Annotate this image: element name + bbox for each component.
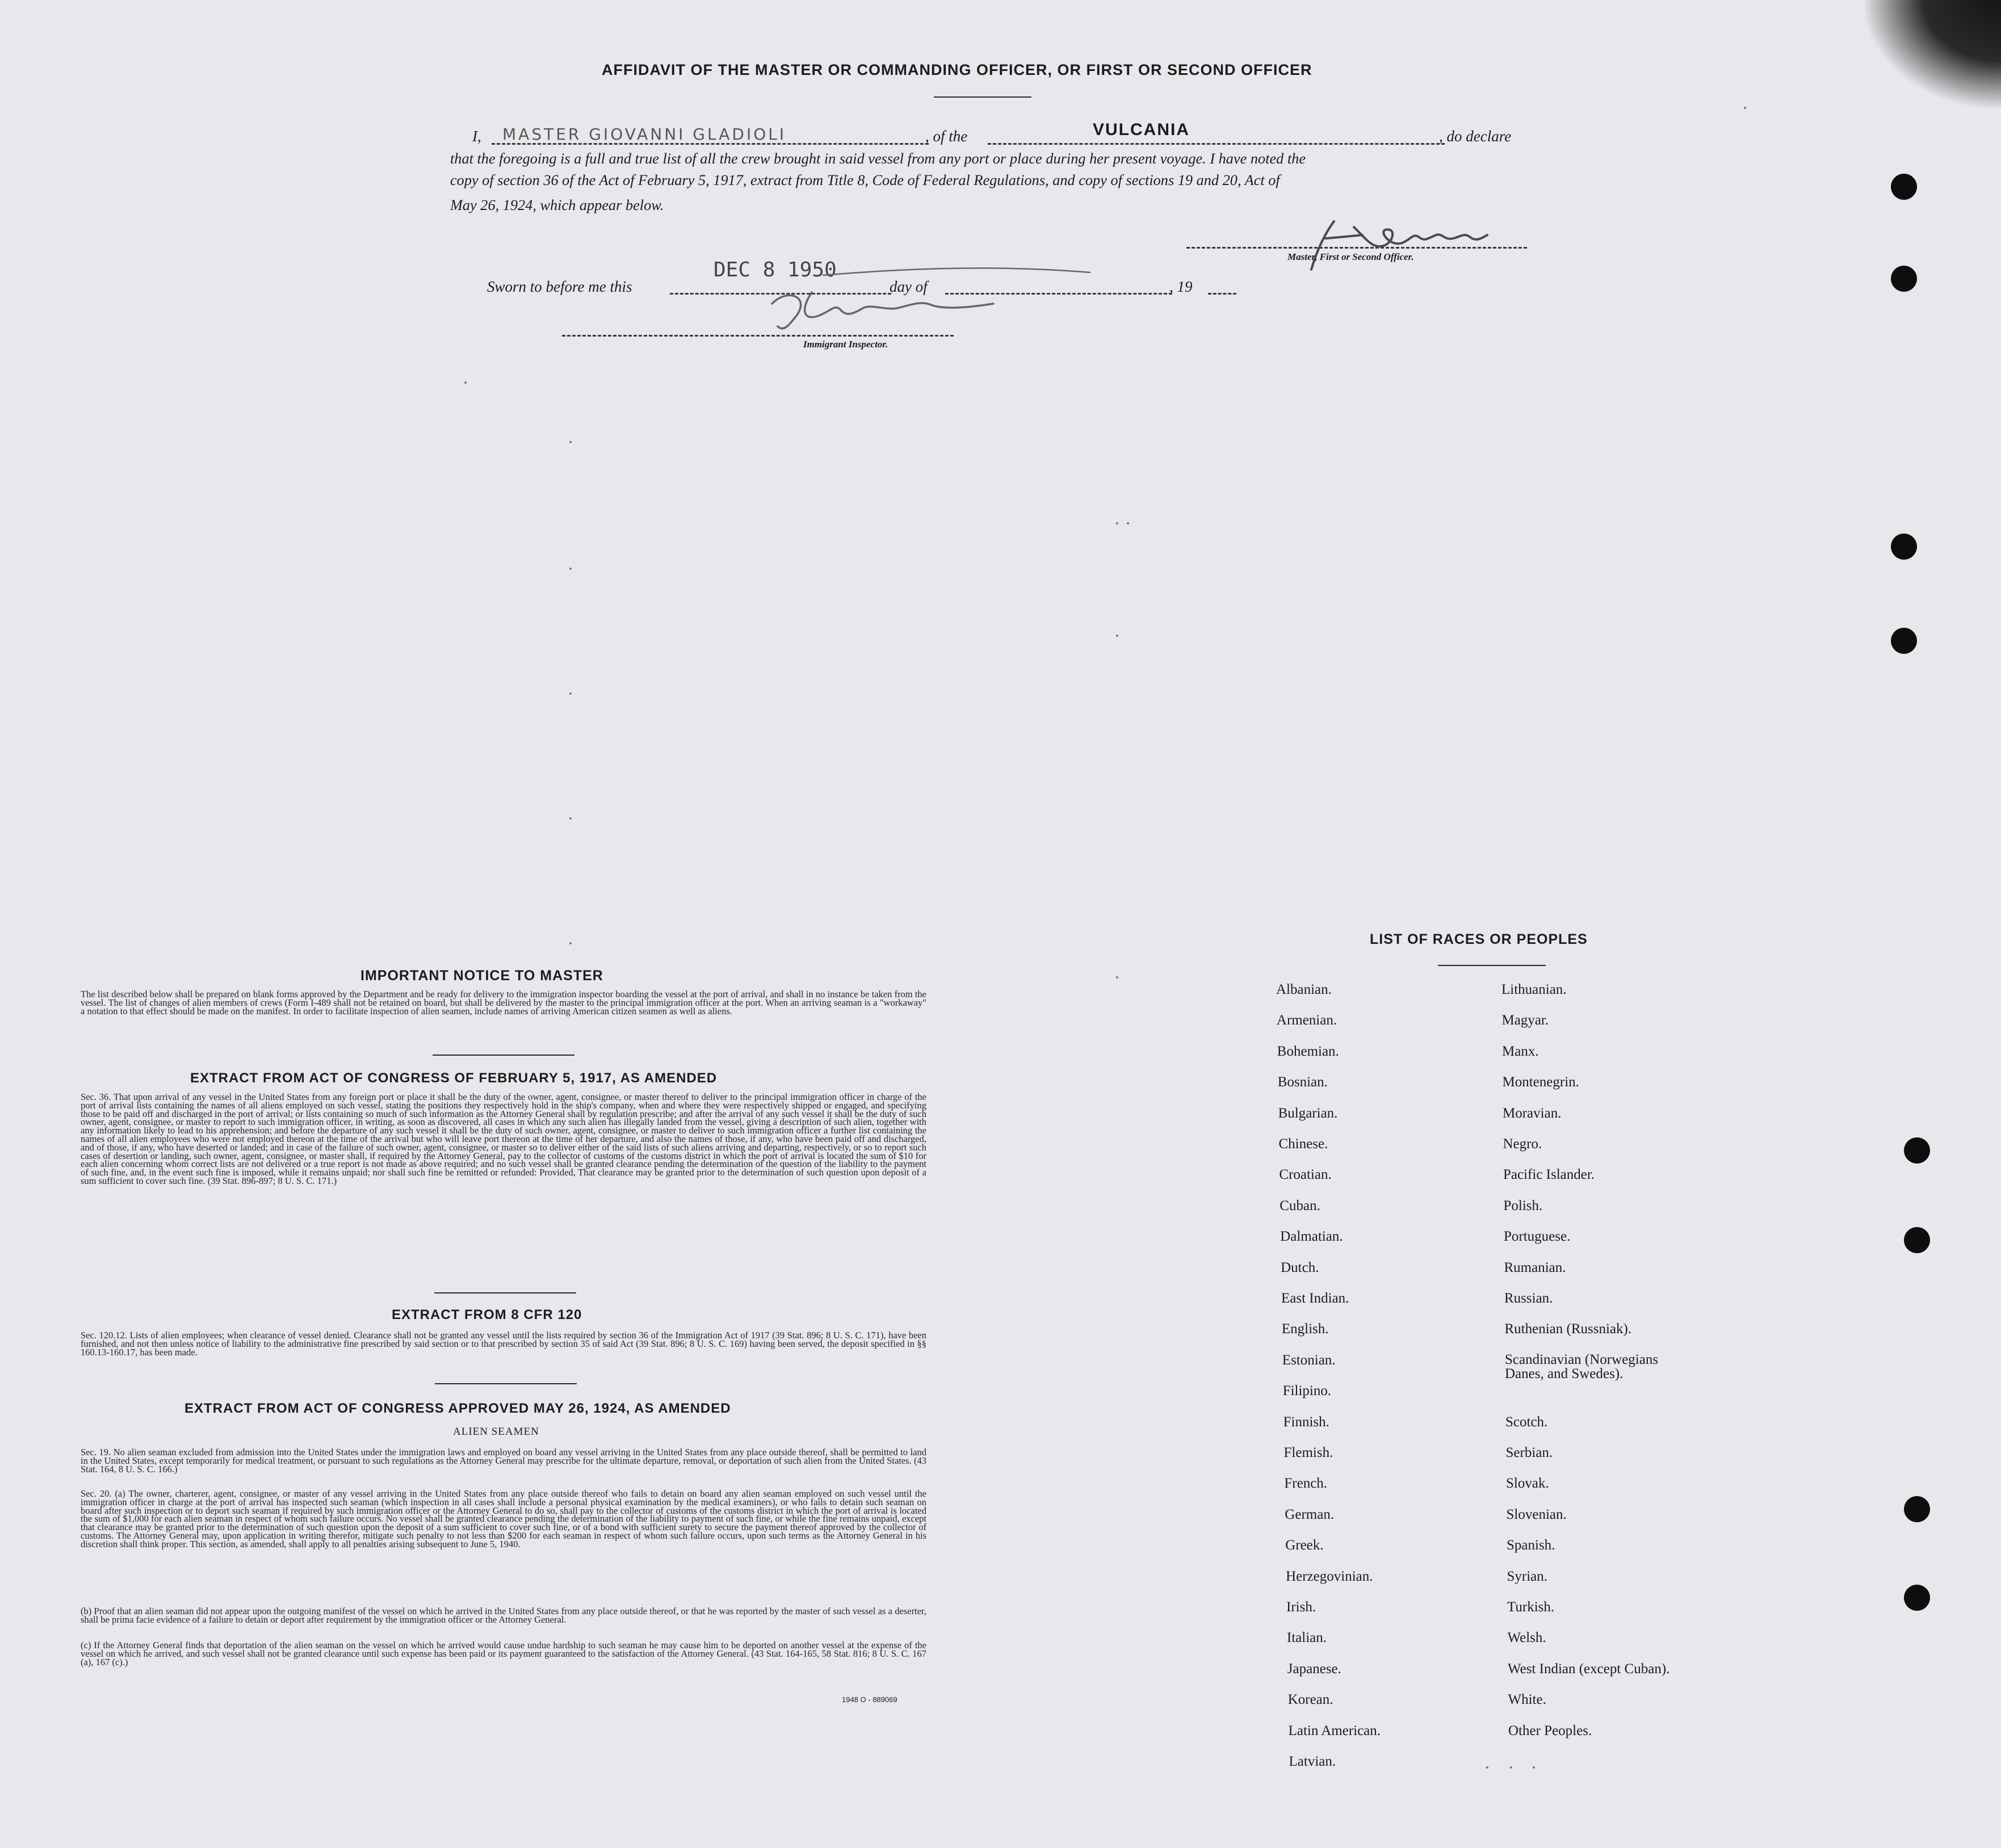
race-item: Latvian. [1289,1754,1336,1769]
affidavit-line-2: that the foregoing is a full and true list of all the crew brought in said vessel from any port or place during her present voyage. I have noted the [450,150,1306,167]
inspector-signature-line [562,335,954,337]
race-item: Greek. [1285,1538,1324,1553]
race-item: Spanish. [1507,1538,1555,1553]
vessel-name: VULCANIA [1093,120,1190,139]
stray-mark [1486,1766,1488,1769]
race-item: Filipino. [1282,1383,1332,1399]
master-signature [1300,216,1527,281]
stray-mark [569,817,572,820]
race-item: Serbian. [1505,1445,1553,1460]
extract-1924-sec19: Sec. 19. No alien seaman excluded from admission into the United States under the immigration laws and employed on board any vessel arriving in the United States from any place outside thereof, shall be permitted to land in the United States, except temporarily for medical treatment, or pursuant to such regulations as the Attorney General may prescribe for the ultimate departure, removal, or deportation of such alien from the United States. (43 Stat. 164, 8 U. S. C. 166.) [81,1447,926,1475]
race-item: Italian. [1286,1630,1327,1646]
race-item: Turkish. [1507,1599,1555,1615]
master-name: MASTER GIOVANNI GLADIOLI [502,125,787,144]
master-signature-caption: Master, First or Second Officer. [1287,251,1414,262]
race-item: Chinese. [1278,1136,1328,1152]
race-item: Montenegrin. [1502,1074,1579,1090]
binder-hole [1891,534,1917,560]
stray-mark [1116,635,1118,637]
race-item: Dutch. [1281,1259,1319,1275]
stray-mark [1127,522,1129,524]
race-item: Pacific Islander. [1503,1167,1595,1183]
race-item: Portuguese. [1504,1229,1571,1245]
race-item: Scandinavian (Norwegians Danes, and Swedes). [1505,1351,1659,1381]
torn-corner [1865,0,2001,108]
race-item: Croatian. [1279,1167,1332,1183]
stray-mark [1533,1766,1535,1769]
vessel-line [988,143,1445,145]
race-item: Other Peoples. [1508,1723,1592,1738]
race-item: Slovenian. [1506,1506,1567,1522]
stray-mark [569,942,572,944]
year-line [1208,293,1236,295]
race-item: Welsh. [1507,1630,1546,1646]
race-item: German. [1285,1506,1335,1522]
divider [934,96,1031,98]
race-item: West Indian (except Cuban). [1508,1661,1670,1677]
extract-cfr-body: Sec. 120.12. Lists of alien employees; when clearance of vessel denied. Clearance shall not be granted any vessel until the lists required by section 36 of the Immigration Act of 1917 (39 Stat. 896; 8 U. S. C. 171), have been furnished, and not then unless notice of liability to the administrative fine prescribed by said section or to that prescribed by section 35 of said Act (39 Stat. 896; 8 U. S. C. 169) having been served, the deposit specified in §§ 160.13-160.17, has been made. [81,1330,926,1358]
binder-hole [1891,174,1917,200]
race-item: Lithuanian. [1501,982,1567,997]
race-item: Russian. [1504,1291,1553,1306]
race-item: Manx. [1502,1043,1539,1059]
race-item: Estonian. [1282,1352,1336,1368]
affidavit-line-3: copy of section 36 of the Act of February 5, 1917, extract from Title 8, Code of Federal Regulations, and copy of sections 19 and 20, Act of [450,172,1280,188]
affidavit-title: AFFIDAVIT OF THE MASTER OR COMMANDING OFFICER, OR FIRST OR SECOND OFFICER [602,61,1312,78]
extract-1924-sec20a: Sec. 20. (a) The owner, charterer, agent, consignee, or master of any vessel arriving in the United States from any place outside thereof who fails to detain on board any alien seaman employed on such vessel until the immigration officer in charge at the port of arrival has inspected such seaman (which inspection in all cases shall include a personal physical examination by the medical examiners), or who fails to detain such seaman on board after such inspection or to deport such seaman if required by such immigration officer or the Attorney General to do so, shall pay to the collector of customs of the customs district in which the port of arrival is located the sum of $1,000 for each alien seaman in respect of whom such failure occurs. No vessel shall be granted clearance pending the determination of the liability to payment of such fine, or while the fine remains unpaid, except that clearance may be granted prior to the determination of such question upon the deposit of a sum sufficient to cover such fine, or of a bond with sufficient surety to secure the payment thereof approved by the collector of customs. The Attorney General may, upon application in writing therefor, mitigate such penalty to not less than $200 for each seaman in respect of whom such failure occurs, upon such terms as the Attorney General in his discretion shall think proper. This section, as amended, shall apply to all penalties arising subsequent to June 5, 1940. [81,1488,926,1549]
race-item: Slovak. [1506,1476,1549,1492]
binder-hole [1891,266,1917,292]
race-item: French. [1284,1476,1328,1492]
race-item: Bohemian. [1277,1043,1339,1059]
race-item: English. [1281,1321,1329,1337]
inspector-signature [749,264,1090,346]
divider [434,1292,576,1293]
race-item: Syrian. [1507,1568,1548,1584]
race-item: Cuban. [1280,1198,1320,1213]
inspector-caption: Immigrant Inspector. [803,339,888,350]
race-item: Albanian. [1276,982,1332,997]
day-of-label: day of [890,278,928,295]
race-item: Herzegovinian. [1286,1568,1373,1584]
print-code: 1948 O - 889069 [842,1695,897,1704]
race-item: Armenian. [1276,1013,1337,1028]
divider [1438,965,1546,966]
race-item: Finnish. [1283,1414,1329,1430]
extract-1924-sec20b: (b) Proof that an alien seaman did not appear upon the outgoing manifest of the vessel on which he arrived in the United States from any place outside thereof, or that he was reported by the master of such vessel as a deserter, shall be prima facie evidence of a failure to detain or deport after requirement by the immigration officer or the Attorney General. [81,1606,926,1625]
affidavit-line-4: May 26, 1924, which appear below. [450,197,664,213]
of-the-label: , of the [925,128,968,145]
stray-mark [1744,107,1746,109]
binder-hole [1904,1585,1930,1611]
races-title: LIST OF RACES OR PEOPLES [1370,931,1588,947]
race-item: Moravian. [1503,1105,1562,1121]
race-item: East Indian. [1281,1291,1349,1306]
stray-mark [569,568,572,570]
race-item: Irish. [1286,1599,1316,1615]
race-item: Magyar. [1501,1013,1549,1028]
race-item: Korean. [1287,1692,1333,1708]
stray-mark [464,381,467,384]
extract-1924-subtitle: ALIEN SEAMEN [453,1426,539,1438]
race-item: Flemish. [1283,1445,1333,1460]
binder-hole [1904,1227,1930,1253]
stray-mark [569,692,572,695]
extract-1924-title: EXTRACT FROM ACT OF CONGRESS APPROVED MAY 26, 1924, AS AMENDED [184,1401,731,1416]
divider [433,1055,574,1056]
race-item: Rumanian. [1504,1259,1566,1275]
binder-hole [1891,628,1917,654]
race-item: Japanese. [1287,1661,1341,1677]
extract-cfr-title: EXTRACT FROM 8 CFR 120 [392,1307,582,1322]
race-item: Polish. [1503,1198,1543,1213]
race-item: Scotch. [1505,1414,1548,1430]
binder-hole [1904,1496,1930,1522]
sworn-label: Sworn to before me this [487,278,632,295]
extract-1924-sec20c: (c) If the Attorney General finds that deportation of the alien seaman on the vessel on which he arrived would cause undue hardship to such seaman he may cause him to be deported on another vessel at the expense of the vessel on which he arrived, and such vessel shall not be granted clearance until such expense has been paid or its payment guaranteed to the satisfaction of the Attorney General. (43 Stat. 164-165, 58 Stat. 816; 8 U. S. C. 167 (a), 167 (c).) [81,1640,926,1668]
race-item: Ruthenian (Russniak). [1504,1321,1632,1337]
affidavit-i-label: I, [472,128,481,145]
extract-1917-body: Sec. 36. That upon arrival of any vessel in the United States from any foreign port or place it shall be the duty of the owner, agent, consignee, or master thereof to deliver to the principal immigration officer in charge of the port of arrival lists containing the names of all aliens employed on such vessel, stating the positions they respectively hold in the ship's company, when and where they were respectively shipped or engaged, and specifying those to be paid off and discharged in the port of arrival; or lists containing so much of such information as the Attorney General shall by regulation prescribe; and after the arrival of any such vessel it shall be the duty of such owner, agent, consignee, or master to report to such immigration officer, in writing, as soon as discovered, all cases in which any such alien has illegally landed from the vessel, giving a description of such alien, together with any information likely to lead to his apprehension; and before the departure of any such vessel it shall be the duty of such owner, agent, consignee, or master to deliver to such immigration officer a further list containing the names of all alien employees who were not employed thereon at the time of the arrival but who will leave port thereon at the time of her departure, and also the names of those, if any, who have been paid off and discharged, and of those, if any, who have deserted or landed; and in case of the failure of such owner, agent, consignee, or master so to deliver either of the said lists of such aliens arriving and departing, respectively, or so to report such cases of desertion or landing, such owner, agent, consignee, or master shall, if required by the Attorney General, pay to the collector of customs of the customs district in which the port of arrival is located the sum of $10 for each alien concerning whom correct lists are not delivered or a true report is not made as above required; and no such vessel shall be granted clearance pending the determination of the question of the liability to the payment of such fine, and, in the event such fine is imposed, while it remains unpaid; nor shall such fine be remitted or refunded: Provided, That clearance may be granted prior to the determination of such question upon deposit of a sum sufficient to cover such fine. (39 Stat. 896-897; 8 U. S. C. 171.) [81,1091,926,1186]
divider [435,1383,577,1384]
race-item: Bosnian. [1277,1074,1328,1090]
notice-body: The list described below shall be prepared on blank forms approved by the Department and be ready for delivery to the immigration inspector boarding the vessel at the port of arrival, and shall in no instance be taken from the vessel. The list of changes of alien members of crews (Form I-489 shall not be retained on board, but shall be delivered by the master to the principal immigration officer at the port. When an arriving seaman is a "workaway" a notation to that effect should be made on the manifest. In order to facilitate inspection of alien seamen, include names of arriving American citizen seamen as well as aliens. [81,989,926,1017]
race-item: Dalmatian. [1280,1229,1343,1245]
binder-hole [1904,1137,1930,1164]
notice-title: IMPORTANT NOTICE TO MASTER [360,968,603,984]
year-prefix: , 19 [1169,278,1193,295]
race-item: Negro. [1503,1136,1542,1152]
do-declare-label: , do declare [1439,128,1512,145]
stray-mark [1116,976,1118,978]
sworn-date-stamp: DEC 8 1950 [714,258,837,282]
extract-1917-title: EXTRACT FROM ACT OF CONGRESS OF FEBRUARY 5, 1917, AS AMENDED [190,1070,718,1086]
stray-mark [1510,1766,1512,1769]
race-item: White. [1508,1692,1546,1708]
race-item: Latin American. [1288,1723,1381,1738]
stray-mark [569,441,572,443]
race-item: Bulgarian. [1278,1105,1338,1121]
stray-mark [1116,522,1118,524]
